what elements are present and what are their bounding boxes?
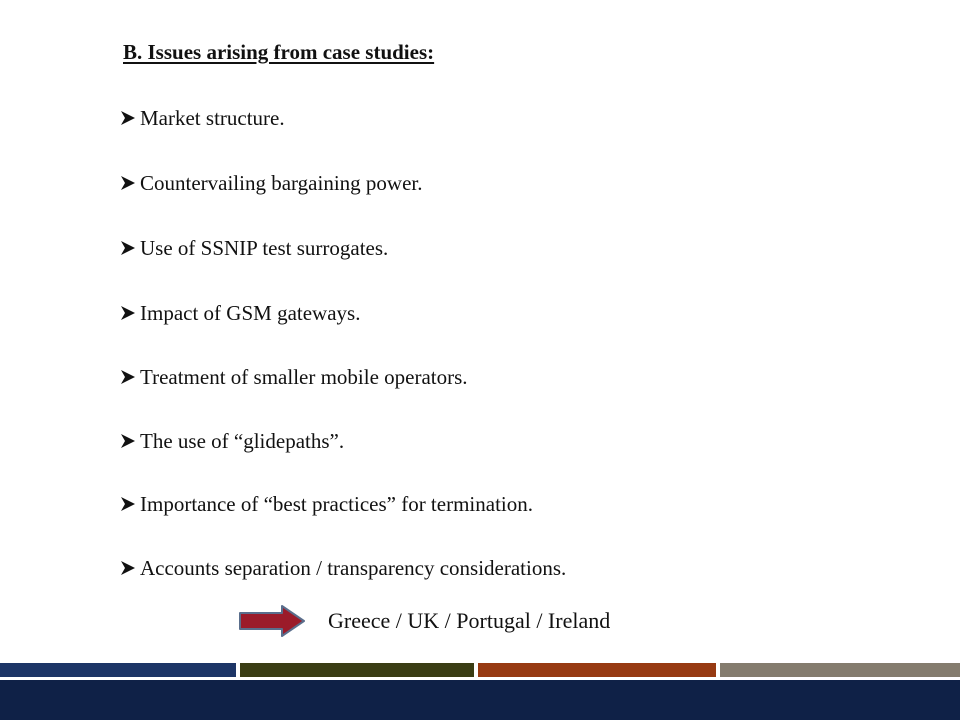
right-arrow-bullet-icon: [118, 173, 138, 193]
right-arrow-bullet-icon: [118, 367, 138, 387]
bullet-item: [118, 555, 566, 581]
bullet-text: Impact of GSM gateways.: [140, 301, 361, 325]
bullet-text: Countervailing bargaining power.: [140, 171, 423, 195]
country-pointer-row: [238, 603, 610, 639]
footer-strip-green: [240, 663, 474, 677]
bullet-item: [118, 428, 344, 454]
footer-band: [0, 680, 960, 720]
right-arrow-bullet-icon: [118, 108, 138, 128]
bullet-item: [118, 491, 533, 517]
bullet-text: Importance of “best practices” for termination.: [140, 492, 533, 516]
red-right-arrow-icon: [238, 604, 306, 638]
bullet-item: [118, 170, 422, 196]
bullet-text: Use of SSNIP test surrogates.: [140, 236, 389, 260]
right-arrow-bullet-icon: [118, 558, 138, 578]
bullet-text: Accounts separation / transparency considerations.: [140, 556, 567, 580]
bullet-item: [118, 235, 388, 261]
bullet-item: [118, 300, 360, 326]
right-arrow-bullet-icon: [118, 431, 138, 451]
footer-strip-orange: [478, 663, 716, 677]
footer-strip-gray: [720, 663, 960, 677]
right-arrow-bullet-icon: [118, 238, 138, 258]
right-arrow-bullet-icon: [118, 494, 138, 514]
country-list: Greece / UK / Portugal / Ireland: [328, 608, 611, 633]
bullet-item: [118, 364, 468, 390]
slide-heading: B. Issues arising from case studies:: [123, 40, 435, 64]
footer-color-strip: [0, 663, 960, 677]
footer-strip-blue: [0, 663, 236, 677]
bullet-text: The use of “glidepaths”.: [140, 429, 345, 453]
bullet-text: Market structure.: [140, 106, 285, 130]
bullet-text: Treatment of smaller mobile operators.: [140, 365, 468, 389]
right-arrow-bullet-icon: [118, 303, 138, 323]
bullet-item: [118, 105, 285, 131]
